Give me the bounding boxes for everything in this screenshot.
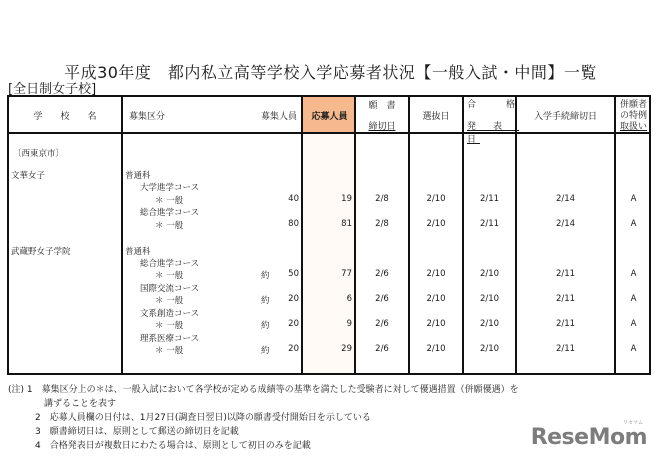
approx-label: 約 [261, 271, 270, 281]
header-category: 募集区分 [129, 112, 166, 122]
school-name: 文華女子 [11, 171, 46, 181]
capacity-value: 40 [288, 194, 299, 204]
region-label: 〔西東京市〕 [13, 149, 65, 159]
header-capacity: 募集人員 [260, 112, 297, 122]
enrollment-value: 2/14 [555, 194, 576, 204]
header-special-3: 取扱い [619, 122, 647, 132]
footnote-1-cont: 講ずることを表す [8, 399, 117, 409]
page-title: 平成30年度 都内私立高等学校入学応募者状況【一般入試・中間】一覧 [64, 63, 597, 82]
course-name: 理系医療コース [140, 334, 200, 344]
exam-type: ＊ 一般 [155, 271, 184, 281]
applicants-value: 77 [341, 269, 352, 279]
capacity-value: 80 [288, 219, 299, 229]
applicants-column-bg [303, 134, 354, 373]
footnote-4: 4 合格発表日が複数日にわたる場合は、原則として初日のみを記載 [8, 441, 311, 451]
special-value: A [630, 194, 637, 204]
enrollment-value: 2/11 [555, 319, 576, 329]
deadline-value: 2/8 [375, 194, 389, 204]
deadline-value: 2/6 [375, 344, 389, 354]
capacity-value: 50 [288, 269, 299, 279]
column-divider [301, 97, 303, 373]
course-name: 総合進学コース [140, 259, 200, 269]
result-value: 2/11 [479, 219, 500, 229]
section-subtitle: [全日制女子校] [8, 82, 97, 97]
deadline-value: 2/6 [375, 294, 389, 304]
selection-value: 2/10 [426, 269, 446, 279]
header-divider [9, 132, 649, 134]
column-divider [515, 97, 517, 373]
header-school-name: 学 校 名 [33, 112, 97, 122]
selection-value: 2/10 [426, 219, 446, 229]
special-value: A [630, 344, 637, 354]
exam-type: ＊ 一般 [155, 196, 184, 206]
resemom-logo: ReseMom [530, 425, 647, 450]
header-special-1: 併願者 [619, 100, 647, 110]
applicants-value: 81 [341, 219, 352, 229]
selection-value: 2/10 [426, 344, 446, 354]
applicants-value: 19 [341, 194, 352, 204]
selection-value: 2/10 [426, 194, 446, 204]
header-result-top-left: 合 [467, 100, 477, 110]
deadline-value: 2/6 [375, 269, 389, 279]
exam-type: ＊ 一般 [155, 221, 184, 231]
footnote-2: 2 応募人員欄の日付は、1月27日(調査日翌日)以降の願書受付開始日を示している [8, 413, 371, 423]
footnotes [8, 383, 519, 453]
exam-type: ＊ 一般 [155, 321, 184, 331]
enrollment-value: 2/14 [555, 219, 576, 229]
special-value: A [630, 319, 637, 329]
footnote-3: 3 願書締切日は、原則として郵送の締切日を記載 [8, 427, 239, 437]
result-value: 2/10 [479, 294, 500, 304]
selection-value: 2/10 [426, 319, 446, 329]
approx-label: 約 [261, 346, 270, 356]
header-applicants: 応募人員 [311, 112, 348, 122]
capacity-value: 20 [288, 319, 299, 329]
approx-label: 約 [261, 296, 270, 306]
applicants-table [7, 95, 651, 375]
header-special-2: の特例 [619, 111, 647, 121]
enrollment-value: 2/11 [555, 269, 576, 279]
column-divider [614, 97, 616, 373]
school-name: 武蔵野女子学院 [11, 247, 71, 257]
approx-label: 約 [261, 321, 270, 331]
result-value: 2/11 [479, 194, 500, 204]
special-value: A [630, 294, 637, 304]
course-name: 文系創造コース [140, 309, 200, 319]
enrollment-value: 2/11 [555, 344, 576, 354]
header-selection-date: 選抜日 [422, 112, 450, 122]
capacity-value: 20 [288, 344, 299, 354]
department: 普通科 [125, 171, 151, 181]
column-divider [408, 97, 410, 373]
applicants-value: 9 [346, 319, 352, 329]
result-value: 2/10 [479, 344, 500, 354]
selection-value: 2/10 [426, 294, 446, 304]
applicants-value: 29 [341, 344, 352, 354]
capacity-value: 20 [288, 294, 299, 304]
enrollment-value: 2/11 [555, 294, 576, 304]
deadline-value: 2/8 [375, 219, 389, 229]
footnote-1: (注) 1 募集区分上の＊は、一般入試において各学校が定める成績等の基準を満たした受験者に対して優遇措置（併願優遇）を [8, 385, 519, 395]
department: 普通科 [125, 247, 151, 257]
special-value: A [630, 269, 637, 279]
column-divider [462, 97, 464, 373]
column-divider [121, 97, 123, 373]
course-name: 国際交流コース [140, 284, 200, 294]
header-deadline-bottom: 締切日 [368, 122, 396, 132]
header-result-bottom: 発 表 日 [467, 122, 520, 145]
logo-subtext: リセマム [623, 420, 643, 426]
result-value: 2/10 [479, 319, 500, 329]
exam-type: ＊ 一般 [155, 296, 184, 306]
deadline-value: 2/6 [375, 319, 389, 329]
result-value: 2/10 [479, 269, 500, 279]
exam-type: ＊ 一般 [155, 346, 184, 356]
header-deadline-top: 願 書 [368, 101, 396, 111]
applicants-value: 6 [346, 294, 352, 304]
course-name: 総合進学コース [140, 208, 200, 218]
header-enrollment-deadline: 入学手続締切日 [533, 112, 597, 122]
header-result-top-right: 格 [506, 100, 516, 110]
course-name: 大学進学コース [140, 183, 200, 193]
column-divider [354, 97, 356, 373]
special-value: A [630, 219, 637, 229]
